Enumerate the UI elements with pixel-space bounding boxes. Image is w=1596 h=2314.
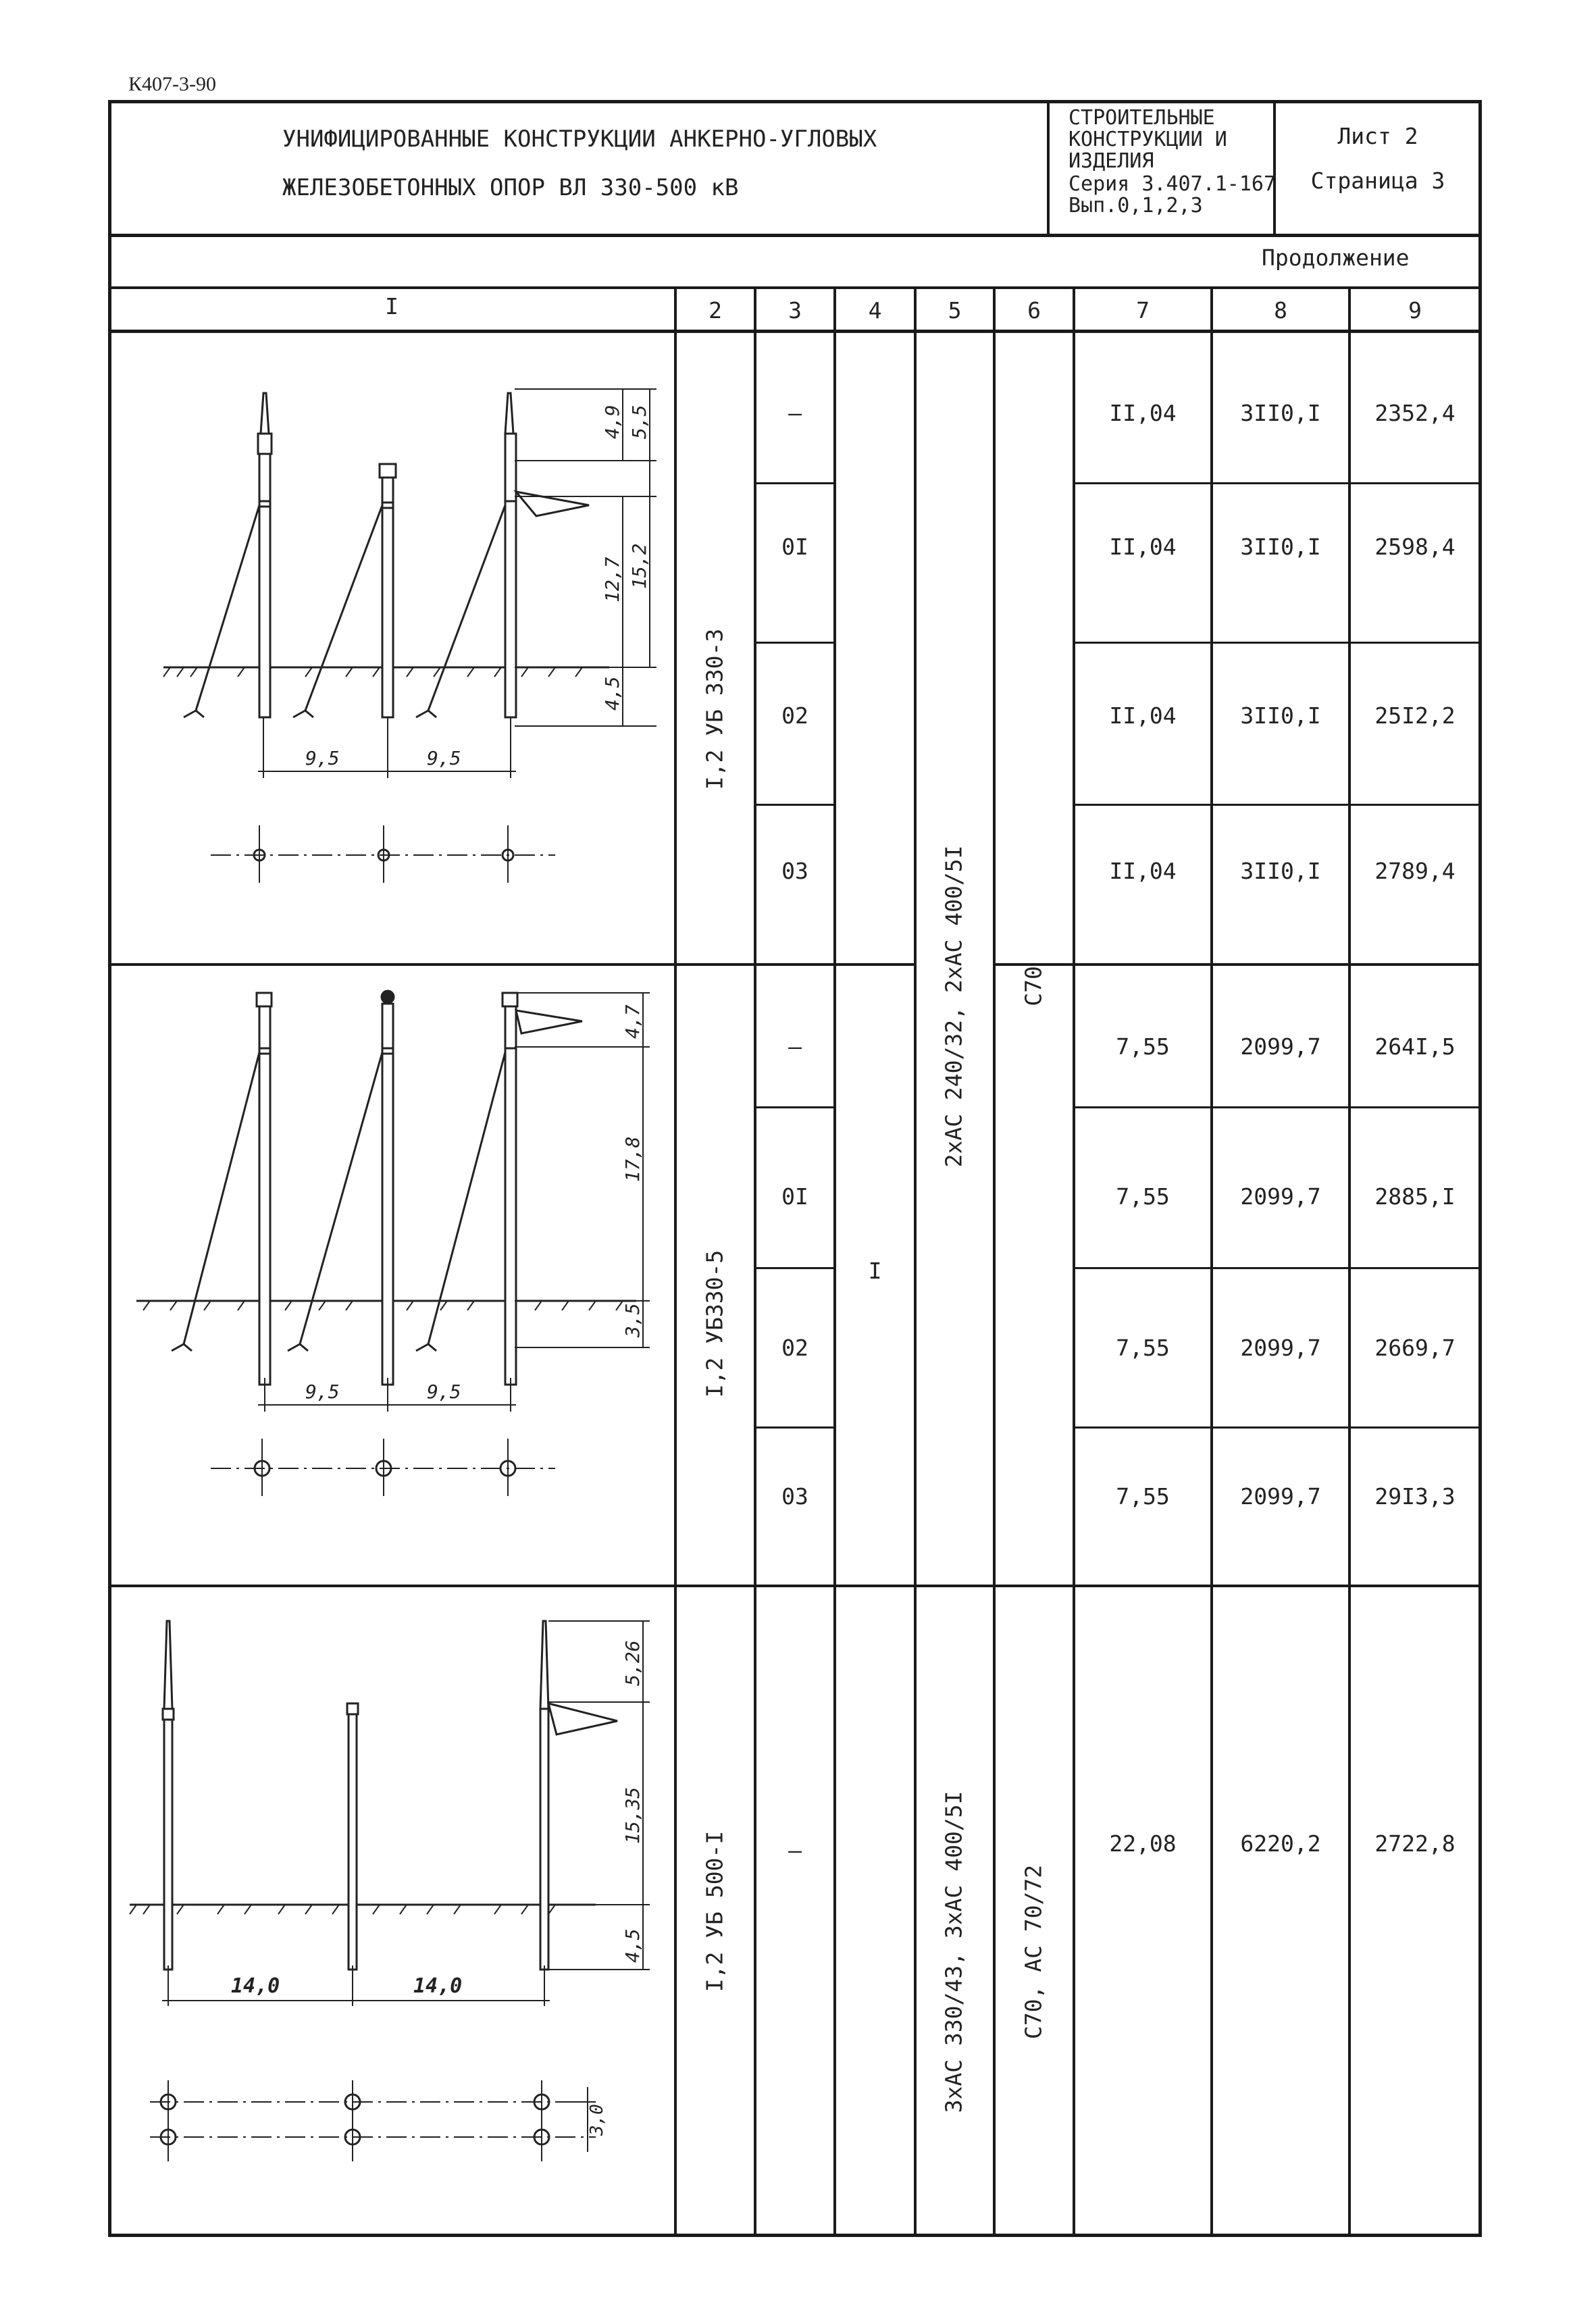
- table-row-9-col9: 2722,8: [1374, 1830, 1456, 1857]
- column-header-3: 3: [788, 297, 802, 324]
- document-code: К407-3-90: [128, 73, 216, 95]
- title-line-2: ЖЕЛЕЗОБЕТОННЫХ ОПОР ВЛ 330-500 кВ: [282, 174, 739, 201]
- table-row-7-col9: 2669,7: [1374, 1335, 1456, 1361]
- spacing-label: 14,0: [231, 1974, 280, 1998]
- spacing-label: 9,5: [427, 1381, 461, 1403]
- dim-label: 5,5: [628, 405, 650, 439]
- dim-label: 4,5: [621, 1928, 644, 1963]
- table-row-7-col7: 7,55: [1116, 1335, 1170, 1361]
- table-row-1-col8: 3II0,I: [1240, 400, 1321, 426]
- dim-label: 15,2: [628, 543, 650, 589]
- table-row-3-col9: 25I2,2: [1374, 702, 1456, 729]
- dim-label: 15,35: [621, 1786, 644, 1844]
- column-header-5: 5: [948, 297, 962, 324]
- table-row-4-col3: 03: [781, 858, 808, 884]
- table-row-2-col7: II,04: [1109, 534, 1177, 560]
- spacing-label: 9,5: [427, 747, 461, 769]
- sheet-number: Лист 2: [1337, 123, 1418, 149]
- column-header-2: 2: [709, 297, 722, 324]
- dim-label: 4,7: [621, 1004, 644, 1039]
- support-type-330-5: I,2 УБ330-5: [701, 1250, 728, 1398]
- column-header-1: I: [385, 293, 398, 319]
- page-number: Страница 3: [1310, 168, 1445, 194]
- dim-label: 3,5: [621, 1303, 644, 1337]
- dim-label: 4,5: [601, 676, 623, 711]
- ground-wire-330: С70: [1020, 966, 1047, 1006]
- column-header-9: 9: [1408, 297, 1422, 324]
- ground-wire-500: С70, АС 70/72: [1020, 1864, 1047, 2040]
- table-row-2-col3: 0I: [781, 534, 808, 560]
- table-row-3-col8: 3II0,I: [1240, 702, 1321, 729]
- table-row-1-col7: II,04: [1109, 400, 1177, 426]
- table-row-2-col8: 3II0,I: [1240, 534, 1321, 560]
- table-row-8-col3: 03: [781, 1483, 808, 1510]
- table-row-4-col9: 2789,4: [1374, 858, 1456, 884]
- table-row-8-col8: 2099,7: [1240, 1483, 1321, 1510]
- spacing-label: 14,0: [413, 1974, 463, 1998]
- column-header-4: 4: [868, 297, 882, 324]
- table-row-9-col8: 6220,2: [1240, 1830, 1321, 1857]
- series-line-3: ИЗДЕЛИЯ: [1069, 149, 1154, 173]
- table-row-9-col3: —: [788, 1837, 802, 1863]
- dim-label: 4,9: [601, 405, 623, 439]
- title-line-1: УНИФИЦИРОВАННЫЕ КОНСТРУКЦИИ АНКЕРНО-УГЛОВЫХ: [282, 126, 877, 153]
- column-4-value: I: [868, 1258, 882, 1284]
- wire-grade-500: 3хАС 330/43, 3хАС 400/5I: [940, 1791, 967, 2113]
- series-line-4: Серия 3.407.1-167: [1069, 172, 1277, 196]
- table-row-8-col9: 29I3,3: [1374, 1483, 1456, 1510]
- table-row-3-col3: 02: [781, 702, 808, 729]
- support-diagram-330-5: [109, 966, 674, 1585]
- column-header-6: 6: [1027, 297, 1041, 324]
- spacing-label: 9,5: [305, 747, 340, 769]
- table-row-4-col8: 3II0,I: [1240, 858, 1321, 884]
- table-row-2-col9: 2598,4: [1374, 534, 1456, 560]
- table-row-6-col9: 2885,I: [1374, 1183, 1456, 1210]
- table-row-5-col7: 7,55: [1116, 1033, 1170, 1060]
- table-row-4-col7: II,04: [1109, 858, 1177, 884]
- table-row-6-col8: 2099,7: [1240, 1183, 1321, 1210]
- series-line-1: СТРОИТЕЛЬНЫЕ: [1069, 106, 1215, 130]
- spacing-label: 9,5: [305, 1381, 340, 1403]
- table-row-7-col3: 02: [781, 1335, 808, 1361]
- table-row-6-col7: 7,55: [1116, 1183, 1170, 1210]
- table-row-1-col3: —: [788, 400, 802, 426]
- series-line-2: КОНСТРУКЦИИ И: [1069, 128, 1227, 151]
- wire-grade-330: 2хАС 240/32, 2хАС 400/5I: [940, 845, 967, 1168]
- series-line-5: Вып.0,1,2,3: [1069, 194, 1203, 217]
- table-row-6-col3: 0I: [781, 1183, 808, 1210]
- column-header-8: 8: [1274, 297, 1287, 324]
- continuation-label: Продолжение: [1262, 245, 1410, 271]
- table-row-5-col3: —: [788, 1033, 802, 1060]
- dim-label: 5,26: [621, 1640, 644, 1686]
- support-type-330-3: I,2 УБ 330-3: [701, 628, 728, 790]
- table-row-1-col9: 2352,4: [1374, 400, 1456, 426]
- column-header-7: 7: [1136, 297, 1150, 324]
- offset-label: 3,0: [587, 2104, 607, 2136]
- table-row-5-col8: 2099,7: [1240, 1033, 1321, 1060]
- support-type-500-1: I,2 УБ 500-I: [701, 1830, 728, 1992]
- support-diagram-500-1: [109, 1587, 674, 2236]
- table-row-9-col7: 22,08: [1109, 1830, 1177, 1857]
- table-row-8-col7: 7,55: [1116, 1483, 1170, 1510]
- dim-label: 12,7: [601, 557, 623, 602]
- table-row-3-col7: II,04: [1109, 702, 1177, 729]
- table-row-7-col8: 2099,7: [1240, 1335, 1321, 1361]
- dim-label: 17,8: [621, 1136, 644, 1182]
- table-row-5-col9: 264I,5: [1374, 1033, 1456, 1060]
- support-diagram-330-3: [109, 332, 674, 963]
